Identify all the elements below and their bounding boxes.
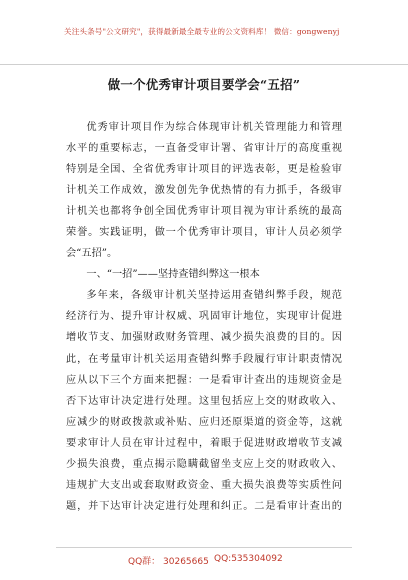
paragraph-line: 增收节支、加强财政财务管理、减少损失浪费的目的。因 bbox=[66, 332, 342, 344]
document-body bbox=[66, 117, 342, 517]
paragraph-line: 荣誉。实践证明，做一个优秀审计项目，审计人员必须学 bbox=[66, 227, 342, 239]
footer-divider bbox=[56, 547, 352, 548]
document-title: 做一个优秀审计项目要学会“五招” bbox=[107, 77, 301, 92]
paragraph-line: 应减少的财政拨款或补贴、应归还原渠道的资金等，这就 bbox=[66, 416, 342, 428]
paragraph-line: 计机关工作成效，激发创先争优热情的有力抓手，各级审 bbox=[66, 185, 342, 197]
section-heading: 一、“一招”——坚持查错纠弊这一根本 bbox=[86, 269, 260, 281]
paragraph-line: 题，并下达审计决定进行处理和纠正。二是看审计查出的 bbox=[66, 500, 342, 512]
paragraph-line: 违规扩大支出或套取财政资金、重大损失浪费等实质性问 bbox=[66, 479, 342, 491]
paragraph-line: 会“五招”。 bbox=[66, 248, 118, 260]
paragraph-line: 应从以下三个方面来把握：一是看审计查出的违规资金是 bbox=[66, 374, 342, 386]
paragraph-line: 特别是全国、全省优秀审计项目的评选表彰，更是检验审 bbox=[66, 164, 342, 176]
page-header bbox=[0, 0, 408, 65]
paragraph-line: 优秀审计项目作为综合体现审计机关管理能力和管理 bbox=[86, 122, 342, 133]
paragraph-line: 此，在考量审计机关运用查错纠弊手段履行审计职责情况 bbox=[66, 353, 342, 365]
footer-qq-number: QQ:535304092 bbox=[214, 554, 283, 564]
paragraph-line: 否下达审计决定进行处理。这里包括应上交的财政收入、 bbox=[66, 395, 342, 407]
paragraph-line: 计机关也都将争创全国优秀审计项目视为审计系统的最高 bbox=[66, 206, 342, 218]
footer-qq-group: QQ群： 30265665 bbox=[128, 557, 209, 567]
paragraph-line: 要求审计人员在审计过程中，着眼于促进财政增收节支减 bbox=[66, 437, 342, 449]
paragraph-line: 多年来，各级审计机关坚持运用查错纠弊手段，规范 bbox=[86, 290, 342, 302]
paragraph-line: 经济行为、提升审计权威、巩固审计地位，实现审计促进 bbox=[66, 311, 342, 323]
paragraph-line: 水平的重要标志，一直备受审计署、省审计厅的高度重视 bbox=[66, 143, 342, 155]
header-promo-text: 关注头条号"公文研究"，获得最新最全最专业的公文资料库！ 微信：gongwenyj bbox=[64, 27, 340, 36]
page-footer bbox=[0, 547, 408, 580]
paragraph-line: 少损失浪费，重点揭示隐瞒截留坐支应上交的财政收入、 bbox=[66, 458, 342, 470]
